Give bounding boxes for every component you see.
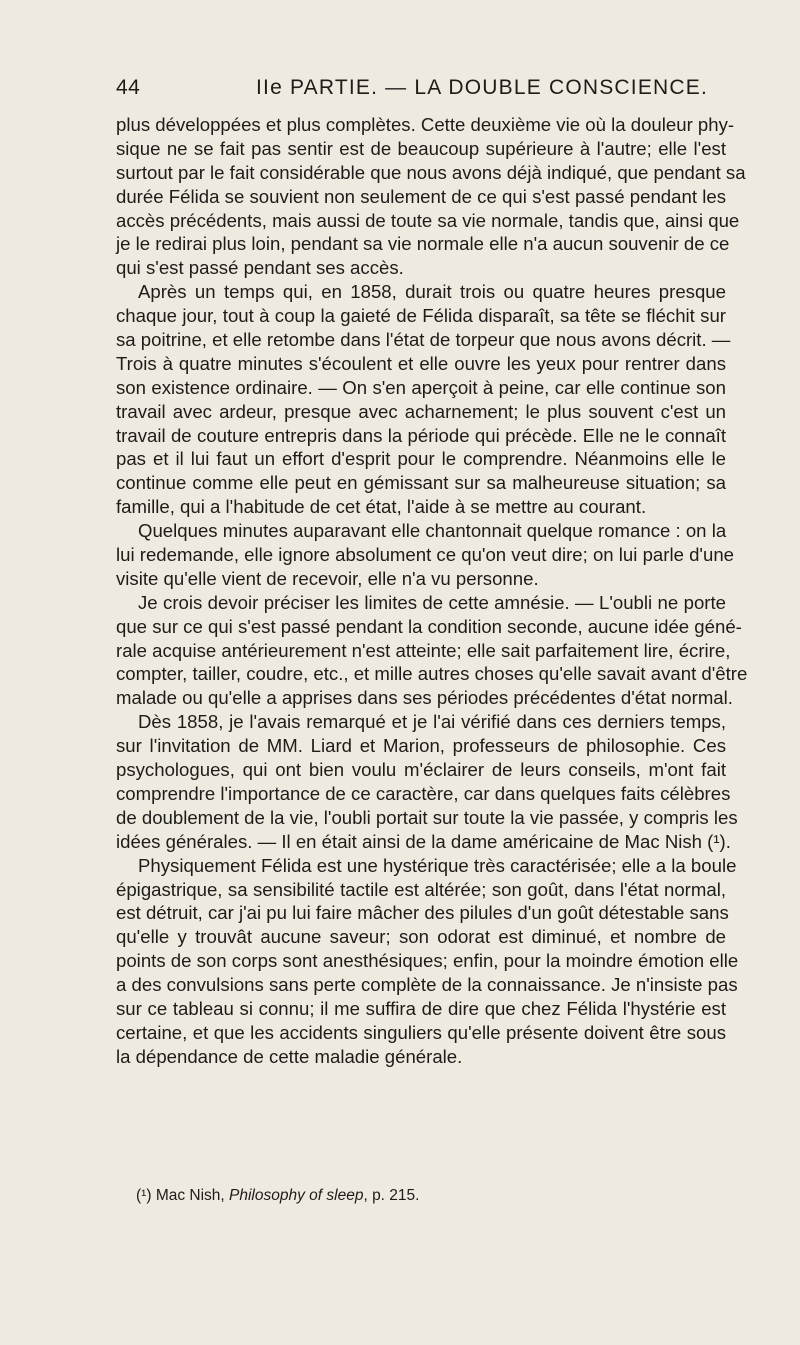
text-line: Après un temps qui, en 1858, durait trois ou quatre heures presque bbox=[138, 281, 726, 303]
text-line: rale acquise antérieurement n'est atteinte; elle sait parfaitement lire, écrire, bbox=[116, 639, 731, 661]
paragraph bbox=[116, 591, 748, 710]
text-line: plus développées et plus complètes. Cette deuxième vie où la douleur phy- bbox=[116, 114, 735, 135]
text-line: travail de couture entrepris dans la période qui précède. Elle ne le connaît bbox=[116, 424, 726, 446]
footnote-marker: (¹) bbox=[136, 1187, 152, 1204]
text-line: sur ce tableau si connu; il me suffira de dire que chez Félida l'hystérie est bbox=[116, 997, 726, 1019]
text-line: Physiquement Félida est une hystérique très caractérisée; elle a la boule bbox=[138, 854, 737, 876]
text-line: travail avec ardeur, presque avec acharnement; le plus souvent c'est un bbox=[116, 400, 726, 422]
text-line: durée Félida se souvient non seulement de ce qui s'est passé pendant les bbox=[116, 185, 726, 207]
text-line: accès précédents, mais aussi de toute sa vie normale, tandis que, ainsi que bbox=[116, 209, 740, 231]
text-line: sa poitrine, et elle retombe dans l'état de torpeur que nous avons décrit. — bbox=[116, 329, 731, 351]
text-line: idées générales. — Il en était ainsi de la dame américaine de Mac Nish (¹). bbox=[116, 830, 731, 852]
footnote bbox=[136, 1186, 419, 1206]
text-line: Trois à quatre minutes s'écoulent et elle ouvre les yeux pour rentrer dans bbox=[116, 352, 726, 374]
footnote-author: Mac Nish, bbox=[155, 1187, 225, 1204]
page-number: 44 bbox=[116, 76, 141, 99]
running-title: IIe PARTIE. — LA DOUBLE CONSCIENCE. bbox=[256, 76, 709, 99]
text-line: sique ne se fait pas sentir est de beaucoup supérieure à l'autre; elle l'est bbox=[116, 137, 726, 159]
paragraph bbox=[116, 113, 746, 280]
text-line: que sur ce qui s'est passé pendant la condition seconde, aucune idée géné- bbox=[116, 615, 742, 637]
text-line: continue comme elle peut en gémissant sur sa malheureuse situation; sa bbox=[116, 472, 726, 494]
footnote-work: Philosophy of sleep bbox=[229, 1187, 364, 1204]
text-line: qui s'est passé pendant ses accès. bbox=[116, 257, 404, 279]
text-line: certaine, et que les accidents singuliers qu'elle présente doivent être sous bbox=[116, 1021, 726, 1043]
text-line: pas et il lui faut un effort d'esprit pour le comprendre. Néanmoins elle le bbox=[116, 448, 726, 470]
page-header bbox=[116, 76, 726, 106]
text-line: Dès 1858, je l'avais remarqué et je l'ai vérifié dans ces derniers temps, bbox=[138, 711, 726, 733]
text-line: surtout par le fait considérable que nous avons déjà indiqué, que pendant sa bbox=[116, 161, 746, 183]
text-line: chaque jour, tout à coup la gaieté de Félida disparaît, sa tête se fléchit sur bbox=[116, 305, 726, 327]
text-line: sur l'invitation de MM. Liard et Marion, professeurs de philosophie. Ces bbox=[116, 735, 726, 757]
text-line: de doublement de la vie, l'oubli portait sur toute la vie passée, y compris les bbox=[116, 806, 738, 828]
paragraph bbox=[116, 710, 738, 853]
text-line: malade ou qu'elle a apprises dans ses périodes précédentes d'état normal. bbox=[116, 687, 733, 709]
paragraph bbox=[116, 280, 731, 519]
text-line: est détruit, car j'ai pu lui faire mâcher des pilules d'un goût détestable sans bbox=[116, 902, 729, 924]
paragraph bbox=[116, 854, 739, 1069]
text-line: visite qu'elle vient de recevoir, elle n'a vu personne. bbox=[116, 567, 539, 589]
text-line: compter, tailler, coudre, etc., et mille autres choses qu'elle savait avant d'être bbox=[116, 663, 748, 685]
text-line: lui redemande, elle ignore absolument ce qu'on veut dire; on lui parle d'une bbox=[116, 544, 734, 566]
text-line: psychologues, qui ont bien voulu m'éclairer de leurs conseils, m'ont fait bbox=[116, 759, 726, 781]
paragraph bbox=[116, 519, 734, 591]
body-text bbox=[116, 113, 748, 1069]
text-line: épigastrique, sa sensibilité tactile est altérée; son goût, dans l'état normal, bbox=[116, 878, 726, 900]
text-line: son existence ordinaire. — On s'en aperçoit à peine, car elle continue son bbox=[116, 376, 726, 398]
text-line: Quelques minutes auparavant elle chantonnait quelque romance : on la bbox=[138, 520, 727, 542]
footnote-page: , p. 215. bbox=[363, 1187, 420, 1204]
text-line: je le redirai plus loin, pendant sa vie normale elle n'a aucun souvenir de ce bbox=[116, 233, 730, 255]
text-line: la dépendance de cette maladie générale. bbox=[116, 1045, 463, 1067]
text-line: famille, qui a l'habitude de cet état, l'aide à se mettre au courant. bbox=[116, 496, 647, 518]
text-line: qu'elle y trouvât aucune saveur; son odorat est diminué, et nombre de bbox=[116, 926, 726, 948]
text-line: points de son corps sont anesthésiques; enfin, pour la moindre émotion elle bbox=[116, 950, 739, 972]
text-line: Je crois devoir préciser les limites de cette amnésie. — L'oubli ne porte bbox=[138, 591, 726, 613]
text-line: comprendre l'importance de ce caractère, car dans quelques faits célèbres bbox=[116, 782, 731, 804]
text-line: a des convulsions sans perte complète de la connaissance. Je n'insiste pas bbox=[116, 974, 738, 996]
